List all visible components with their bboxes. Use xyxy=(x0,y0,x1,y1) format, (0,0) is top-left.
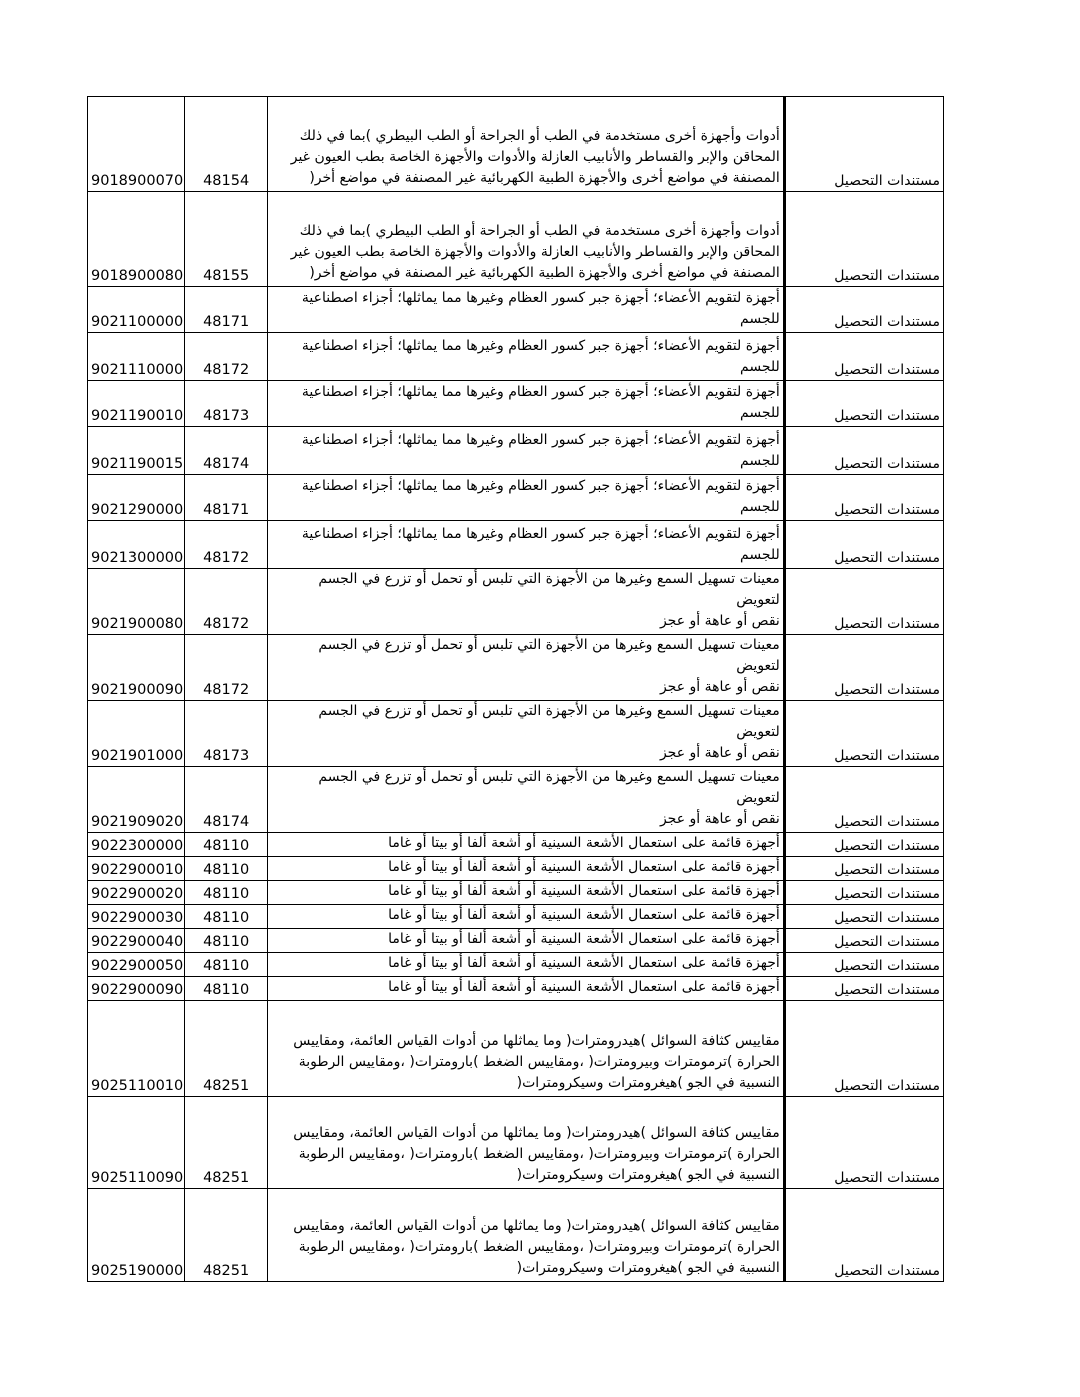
table-row xyxy=(88,701,944,767)
description-cell-text: أجهزة لتقويم الأعضاء؛ أجهزة جبر كسور العظام وغيرها مما يماثلها؛ أجزاء اصطناعية للجسم xyxy=(301,478,780,515)
table-row xyxy=(88,977,944,1001)
hs-code-cell-text: 9022900020 xyxy=(91,886,184,902)
item-code-cell-text: 48174 xyxy=(203,456,250,472)
item-code-cell xyxy=(185,192,268,287)
category-cell-text: مستندات التحصيل xyxy=(834,456,940,472)
description-cell-text: أجهزة لتقويم الأعضاء؛ أجهزة جبر كسور العظام وغيرها مما يماثلها؛ أجزاء اصطناعية للجسم xyxy=(301,432,780,469)
item-code-cell-text: 48173 xyxy=(203,408,250,424)
item-code-cell xyxy=(185,833,268,857)
description-cell-text: معينات تسهيل السمع وغيرها من الأجهزة التي تلبس أو تحمل أو تزرع في الجسم لتعويض نقص أو عاهة أو عجز xyxy=(318,769,780,827)
category-cell xyxy=(784,635,943,701)
hs-code-cell-text: 9021290000 xyxy=(91,502,184,518)
table-row xyxy=(88,1097,944,1189)
table-row xyxy=(88,97,944,192)
table-row xyxy=(88,475,944,521)
description-cell xyxy=(268,701,785,767)
item-code-cell xyxy=(185,287,268,333)
category-cell-text: مستندات التحصيل xyxy=(834,748,940,764)
category-cell xyxy=(784,475,943,521)
category-cell xyxy=(784,569,943,635)
category-cell xyxy=(784,833,943,857)
category-cell xyxy=(784,1189,943,1282)
item-code-cell-text: 48251 xyxy=(203,1170,250,1186)
item-code-cell-text: 48171 xyxy=(203,314,250,330)
hs-code-cell-text: 9021909020 xyxy=(91,814,184,830)
item-code-cell-text: 48110 xyxy=(203,886,250,902)
category-cell xyxy=(784,857,943,881)
hs-code-cell xyxy=(88,881,185,905)
hs-code-cell xyxy=(88,569,185,635)
description-cell-text: معينات تسهيل السمع وغيرها من الأجهزة التي تلبس أو تحمل أو تزرع في الجسم لتعويض نقص أو عاهة أو عجز xyxy=(318,637,780,695)
item-code-cell xyxy=(185,97,268,192)
table-row xyxy=(88,881,944,905)
table-row xyxy=(88,635,944,701)
hs-code-cell xyxy=(88,701,185,767)
category-cell xyxy=(784,192,943,287)
description-cell xyxy=(268,521,785,569)
item-code-cell xyxy=(185,857,268,881)
item-code-cell xyxy=(185,905,268,929)
description-cell xyxy=(268,977,785,1001)
item-code-cell xyxy=(185,701,268,767)
hs-code-cell xyxy=(88,929,185,953)
category-cell-text: مستندات التحصيل xyxy=(834,1263,940,1279)
description-cell-text: مقاييس كثافة السوائل )هيدرومترات( وما يماثلها من أدوات القياس العائمة، ومقاييس الحرارة )ترمومترات وبيرومترات( ،ومقاييس الضغط )بارومترات( ،ومقاييس الرطوبة النسبية في الجو )هيغرومترات وسيكرومترات( xyxy=(293,1125,780,1183)
description-cell-text: أجهزة قائمة على استعمال الأشعة السينية أو أشعة ألفا أو بيتا أو غاما xyxy=(388,835,780,851)
item-code-cell-text: 48174 xyxy=(203,814,250,830)
hs-code-cell xyxy=(88,953,185,977)
item-code-cell xyxy=(185,381,268,427)
hs-code-cell xyxy=(88,857,185,881)
category-cell-text: مستندات التحصيل xyxy=(834,682,940,698)
hs-code-cell-text: 9021190010 xyxy=(91,408,184,424)
hs-code-cell xyxy=(88,1001,185,1097)
hs-code-cell xyxy=(88,192,185,287)
description-cell-text: أجهزة قائمة على استعمال الأشعة السينية أو أشعة ألفا أو بيتا أو غاما xyxy=(388,883,780,899)
description-cell xyxy=(268,97,785,192)
category-cell-text: مستندات التحصيل xyxy=(834,502,940,518)
category-cell xyxy=(784,701,943,767)
table-row xyxy=(88,833,944,857)
category-cell-text: مستندات التحصيل xyxy=(834,1170,940,1186)
category-cell xyxy=(784,977,943,1001)
description-cell-text: أدوات وأجهزة أخرى مستخدمة في الطب أو الجراحة أو الطب البيطري )بما في ذلك المحاقن والإبر والقساطر والأنابيب العازلة والأدوات والأجهزة الخاصة بطب العيون غير المصنفة في مواضع أخرى والأجهزة الطبية الكهربائية غير المصنفة في مواضع أخر( xyxy=(290,223,780,281)
description-cell xyxy=(268,1097,785,1189)
description-cell-text: معينات تسهيل السمع وغيرها من الأجهزة التي تلبس أو تحمل أو تزرع في الجسم لتعويض نقص أو عاهة أو عجز xyxy=(318,571,780,629)
hs-code-cell xyxy=(88,767,185,833)
category-cell xyxy=(784,1097,943,1189)
hs-code-cell-text: 9021300000 xyxy=(91,550,184,566)
item-code-cell xyxy=(185,929,268,953)
tariff-table xyxy=(87,96,944,1282)
table-row xyxy=(88,521,944,569)
description-cell-text: معينات تسهيل السمع وغيرها من الأجهزة التي تلبس أو تحمل أو تزرع في الجسم لتعويض نقص أو عاهة أو عجز xyxy=(318,703,780,761)
item-code-cell xyxy=(185,1189,268,1282)
category-cell xyxy=(784,97,943,192)
category-cell-text: مستندات التحصيل xyxy=(834,814,940,830)
category-cell-text: مستندات التحصيل xyxy=(834,550,940,566)
item-code-cell xyxy=(185,475,268,521)
category-cell xyxy=(784,929,943,953)
item-code-cell xyxy=(185,953,268,977)
category-cell xyxy=(784,287,943,333)
tariff-table-body xyxy=(88,97,944,1282)
hs-code-cell-text: 9022900030 xyxy=(91,910,184,926)
category-cell xyxy=(784,881,943,905)
item-code-cell xyxy=(185,1001,268,1097)
description-cell-text: أجهزة لتقويم الأعضاء؛ أجهزة جبر كسور العظام وغيرها مما يماثلها؛ أجزاء اصطناعية للجسم xyxy=(301,526,780,563)
item-code-cell-text: 48173 xyxy=(203,748,250,764)
item-code-cell-text: 48172 xyxy=(203,362,250,378)
hs-code-cell xyxy=(88,635,185,701)
hs-code-cell-text: 9025110090 xyxy=(91,1170,184,1186)
category-cell-text: مستندات التحصيل xyxy=(834,314,940,330)
item-code-cell-text: 48110 xyxy=(203,934,250,950)
category-cell-text: مستندات التحصيل xyxy=(834,268,940,284)
description-cell-text: أجهزة قائمة على استعمال الأشعة السينية أو أشعة ألفا أو بيتا أو غاما xyxy=(388,931,780,947)
table-row xyxy=(88,857,944,881)
category-cell-text: مستندات التحصيل xyxy=(834,958,940,974)
description-cell-text: مقاييس كثافة السوائل )هيدرومترات( وما يماثلها من أدوات القياس العائمة، ومقاييس الحرارة )ترمومترات وبيرومترات( ،ومقاييس الضغط )بارومترات( ،ومقاييس الرطوبة النسبية في الجو )هيغرومترات وسيكرومترات( xyxy=(293,1218,780,1276)
table-row xyxy=(88,767,944,833)
category-cell xyxy=(784,381,943,427)
description-cell-text: أجهزة قائمة على استعمال الأشعة السينية أو أشعة ألفا أو بيتا أو غاما xyxy=(388,955,780,971)
description-cell-text: أجهزة لتقويم الأعضاء؛ أجهزة جبر كسور العظام وغيرها مما يماثلها؛ أجزاء اصطناعية للجسم xyxy=(301,290,780,327)
description-cell xyxy=(268,767,785,833)
hs-code-cell xyxy=(88,1097,185,1189)
hs-code-cell-text: 9021900080 xyxy=(91,616,184,632)
hs-code-cell-text: 9018900080 xyxy=(91,268,184,284)
hs-code-cell-text: 9025110010 xyxy=(91,1078,184,1094)
description-cell xyxy=(268,192,785,287)
item-code-cell-text: 48110 xyxy=(203,862,250,878)
description-cell-text: أجهزة لتقويم الأعضاء؛ أجهزة جبر كسور العظام وغيرها مما يماثلها؛ أجزاء اصطناعية للجسم xyxy=(301,338,780,375)
table-row xyxy=(88,287,944,333)
hs-code-cell-text: 9021900090 xyxy=(91,682,184,698)
description-cell xyxy=(268,953,785,977)
description-cell xyxy=(268,287,785,333)
category-cell-text: مستندات التحصيل xyxy=(834,862,940,878)
description-cell xyxy=(268,635,785,701)
hs-code-cell xyxy=(88,475,185,521)
table-row xyxy=(88,929,944,953)
hs-code-cell-text: 9021100000 xyxy=(91,314,184,330)
item-code-cell xyxy=(185,1097,268,1189)
table-row xyxy=(88,427,944,475)
hs-code-cell xyxy=(88,97,185,192)
table-row xyxy=(88,1001,944,1097)
item-code-cell-text: 48172 xyxy=(203,616,250,632)
item-code-cell-text: 48171 xyxy=(203,502,250,518)
category-cell-text: مستندات التحصيل xyxy=(834,910,940,926)
category-cell-text: مستندات التحصيل xyxy=(834,982,940,998)
item-code-cell xyxy=(185,521,268,569)
hs-code-cell xyxy=(88,1189,185,1282)
description-cell xyxy=(268,381,785,427)
hs-code-cell-text: 9022900010 xyxy=(91,862,184,878)
description-cell-text: مقاييس كثافة السوائل )هيدرومترات( وما يماثلها من أدوات القياس العائمة، ومقاييس الحرارة )ترمومترات وبيرومترات( ،ومقاييس الضغط )بارومترات( ،ومقاييس الرطوبة النسبية في الجو )هيغرومترات وسيكرومترات( xyxy=(293,1033,780,1091)
description-cell xyxy=(268,881,785,905)
hs-code-cell xyxy=(88,333,185,381)
table-row xyxy=(88,1189,944,1282)
description-cell-text: أجهزة قائمة على استعمال الأشعة السينية أو أشعة ألفا أو بيتا أو غاما xyxy=(388,859,780,875)
description-cell xyxy=(268,427,785,475)
category-cell xyxy=(784,521,943,569)
item-code-cell-text: 48110 xyxy=(203,838,250,854)
item-code-cell xyxy=(185,635,268,701)
category-cell-text: مستندات التحصيل xyxy=(834,362,940,378)
hs-code-cell-text: 9021901000 xyxy=(91,748,184,764)
item-code-cell-text: 48154 xyxy=(203,173,250,189)
category-cell-text: مستندات التحصيل xyxy=(834,886,940,902)
item-code-cell xyxy=(185,767,268,833)
hs-code-cell xyxy=(88,521,185,569)
hs-code-cell xyxy=(88,833,185,857)
table-row xyxy=(88,569,944,635)
hs-code-cell xyxy=(88,427,185,475)
description-cell xyxy=(268,929,785,953)
table-row xyxy=(88,953,944,977)
table-row xyxy=(88,905,944,929)
description-cell-text: أجهزة قائمة على استعمال الأشعة السينية أو أشعة ألفا أو بيتا أو غاما xyxy=(388,907,780,923)
item-code-cell-text: 48110 xyxy=(203,958,250,974)
category-cell-text: مستندات التحصيل xyxy=(834,408,940,424)
description-cell xyxy=(268,833,785,857)
hs-code-cell-text: 9022900090 xyxy=(91,982,184,998)
hs-code-cell xyxy=(88,905,185,929)
hs-code-cell-text: 9022900050 xyxy=(91,958,184,974)
hs-code-cell xyxy=(88,977,185,1001)
category-cell xyxy=(784,427,943,475)
item-code-cell-text: 48251 xyxy=(203,1263,250,1279)
item-code-cell-text: 48251 xyxy=(203,1078,250,1094)
hs-code-cell-text: 9021190015 xyxy=(91,456,184,472)
category-cell-text: مستندات التحصيل xyxy=(834,1078,940,1094)
hs-code-cell-text: 9025190000 xyxy=(91,1263,184,1279)
category-cell xyxy=(784,767,943,833)
description-cell-text: أدوات وأجهزة أخرى مستخدمة في الطب أو الجراحة أو الطب البيطري )بما في ذلك المحاقن والإبر والقساطر والأنابيب العازلة والأدوات والأجهزة الخاصة بطب العيون غير المصنفة في مواضع أخرى والأجهزة الطبية الكهربائية غير المصنفة في مواضع أخر( xyxy=(290,128,780,186)
category-cell xyxy=(784,333,943,381)
category-cell xyxy=(784,1001,943,1097)
category-cell-text: مستندات التحصيل xyxy=(834,173,940,189)
item-code-cell xyxy=(185,333,268,381)
description-cell-text: أجهزة قائمة على استعمال الأشعة السينية أو أشعة ألفا أو بيتا أو غاما xyxy=(388,979,780,995)
item-code-cell xyxy=(185,977,268,1001)
description-cell xyxy=(268,475,785,521)
description-cell xyxy=(268,905,785,929)
hs-code-cell-text: 9022900040 xyxy=(91,934,184,950)
item-code-cell xyxy=(185,427,268,475)
table-row xyxy=(88,381,944,427)
description-cell xyxy=(268,333,785,381)
item-code-cell xyxy=(185,569,268,635)
category-cell-text: مستندات التحصيل xyxy=(834,934,940,950)
table-row xyxy=(88,192,944,287)
item-code-cell-text: 48110 xyxy=(203,910,250,926)
item-code-cell-text: 48155 xyxy=(203,268,250,284)
category-cell-text: مستندات التحصيل xyxy=(834,838,940,854)
category-cell-text: مستندات التحصيل xyxy=(834,616,940,632)
hs-code-cell-text: 9018900070 xyxy=(91,173,184,189)
description-cell xyxy=(268,1001,785,1097)
category-cell xyxy=(784,953,943,977)
item-code-cell-text: 48110 xyxy=(203,982,250,998)
hs-code-cell xyxy=(88,381,185,427)
item-code-cell xyxy=(185,881,268,905)
description-cell xyxy=(268,857,785,881)
hs-code-cell-text: 9022300000 xyxy=(91,838,184,854)
hs-code-cell-text: 9021110000 xyxy=(91,362,184,378)
table-row xyxy=(88,333,944,381)
item-code-cell-text: 48172 xyxy=(203,682,250,698)
description-cell xyxy=(268,1189,785,1282)
description-cell-text: أجهزة لتقويم الأعضاء؛ أجهزة جبر كسور العظام وغيرها مما يماثلها؛ أجزاء اصطناعية للجسم xyxy=(301,384,780,421)
item-code-cell-text: 48172 xyxy=(203,550,250,566)
hs-code-cell xyxy=(88,287,185,333)
category-cell xyxy=(784,905,943,929)
description-cell xyxy=(268,569,785,635)
